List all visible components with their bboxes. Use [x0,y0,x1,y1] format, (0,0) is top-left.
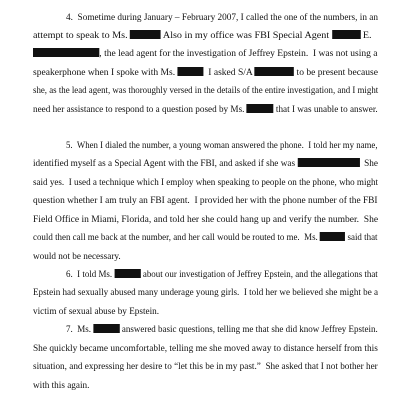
body-text-line [66,140,378,151]
body-text-line [33,232,378,243]
text-segment: said yes. I used a technique which I employ when speaking to people on the phone, who might [33,177,379,187]
text-segment: she, as the lead agent, was thoroughly versed in the details of the entire investigation, and I might [33,85,379,95]
text-segment: would not be necessary. [33,251,121,261]
body-text-line [33,67,378,78]
text-segment: said that [345,232,378,242]
text-segment: victim of sexual abuse by Epstein. [33,306,160,316]
text-segment: could then call me back at the number, and her call would be routed to me. Ms. [33,232,321,242]
text-segment: need her assistance to respond to a question posed by Ms. [33,104,247,114]
text-segment: that I was unable to answer. [273,104,378,114]
text-segment: 4. Sometime during January – February 2007, I called the one of the numbers, in an [66,12,379,22]
redaction-bar [255,67,294,76]
body-text-line [66,324,378,335]
text-segment: with this again. [33,380,90,390]
text-segment: attempt to speak to Ms. [33,30,131,40]
text-segment: speakerphone when I spoke with Ms. [33,67,178,77]
body-text-line [33,214,378,225]
redaction-bar [178,67,204,76]
body-text-line [33,104,378,115]
redaction-bar [33,48,99,57]
body-text-line [33,251,121,262]
text-segment: question whether I am truly an FBI agent. I provided her with the phone number of the FBI [33,195,378,205]
body-text-line [33,85,378,96]
redaction-bar [130,30,161,39]
body-text-line [33,30,372,41]
body-text-line [33,177,378,188]
text-segment: Also in my office was FBI Special Agent [160,30,332,40]
redaction-bar [93,324,119,333]
text-segment: answered basic questions, telling me that she did know Jeffrey Epstein. [119,324,378,334]
text-segment: 7. Ms. [66,324,94,334]
text-segment: identified myself as a Special Agent with the FBI, and asked if she was [33,158,298,168]
redaction-bar [247,104,274,113]
body-text-line [33,48,377,59]
body-text-line [33,361,378,372]
text-segment: 6. I told Ms. [66,269,115,279]
text-segment: She [359,158,378,168]
text-segment: I asked S/A [203,67,255,77]
text-segment: , the lead agent for the investigation of Jeffrey Epstein. I was not using a [99,48,378,58]
body-text-line [33,158,378,169]
body-text-line [33,380,89,391]
text-segment: to be present because [294,67,378,77]
text-segment: She quickly became uncomfortable, telling me she moved away to distance herself from this [33,343,378,353]
text-segment: 5. When I dialed the number, a young woman answered the phone. I told her my name, [66,140,378,150]
body-text-line [66,269,378,280]
text-segment: situation, and expressing her desire to “let this be in my past.” She asked that I not bother her [33,361,378,371]
body-text-line [33,287,378,298]
text-segment: Epstein had sexually abused many underage young girls. I told her we believed she might be a [33,287,379,297]
body-text-line [33,195,378,206]
text-segment: about our investigation of Jeffrey Epstein, and the allegations that [140,269,378,279]
text-segment: Field Office in Miami, Florida, and told her she could hang up and verify the number. She [33,214,379,224]
redaction-bar [332,30,361,39]
redaction-bar [320,232,345,241]
redaction-bar [297,158,359,167]
body-text-line [33,306,159,317]
body-text-line [66,12,378,23]
body-text-line [33,343,378,354]
redaction-bar [114,269,140,278]
text-segment: E. [360,30,372,40]
